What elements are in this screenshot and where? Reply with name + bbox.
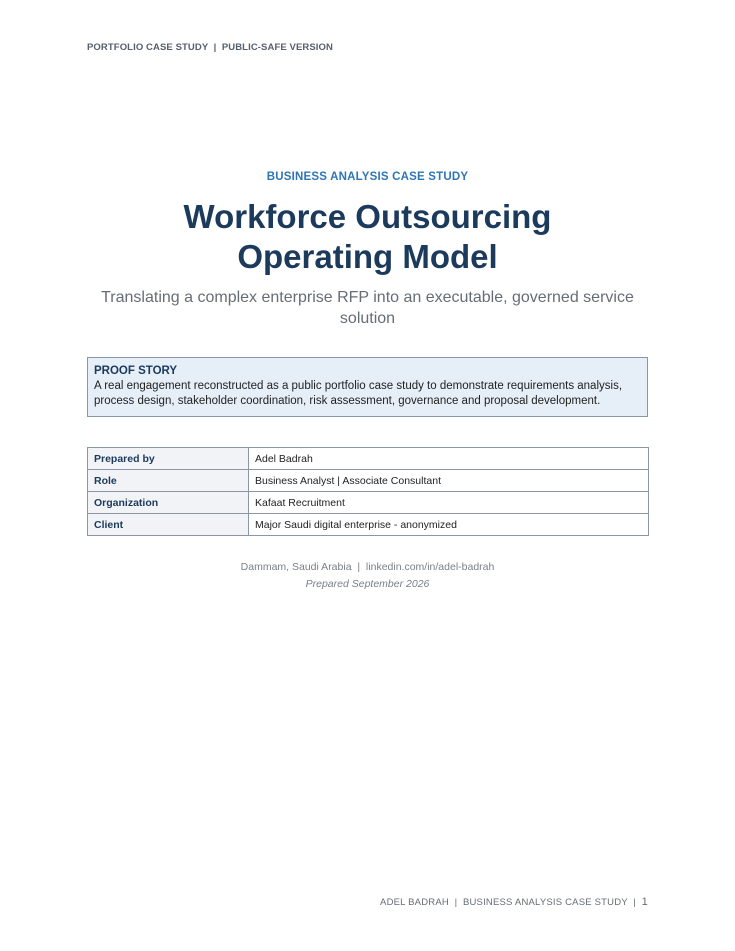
page-footer <box>380 896 648 908</box>
title-line-2: Operating Model <box>237 238 498 275</box>
detail-key: Prepared by <box>88 448 249 470</box>
contact-line: Dammam, Saudi Arabia | linkedin.com/in/adel-badrah <box>240 561 495 573</box>
document-subtitle: Translating a complex enterprise RFP into an executable, governed service solution <box>101 289 634 327</box>
page-number: 1 <box>641 896 648 908</box>
detail-key: Client <box>88 514 249 536</box>
document-kicker: BUSINESS ANALYSIS CASE STUDY <box>266 171 469 183</box>
table-row <box>88 514 649 536</box>
detail-value: Major Saudi digital enterprise - anonymized <box>249 514 649 536</box>
detail-value: Adel Badrah <box>249 448 649 470</box>
detail-key: Role <box>88 470 249 492</box>
table-row <box>88 470 649 492</box>
table-row <box>88 492 649 514</box>
proof-story-text: A real engagement reconstructed as a public portfolio case study to demonstrate requirements analysis, process design, stakeholder coordination, risk assessment, governance and proposal development. <box>94 380 623 407</box>
detail-key: Organization <box>88 492 249 514</box>
detail-value: Business Analyst | Associate Consultant <box>249 470 649 492</box>
detail-value: Kafaat Recruitment <box>249 492 649 514</box>
proof-story-callout <box>87 357 648 417</box>
document-details-table <box>87 447 649 536</box>
title-line-1: Workforce Outsourcing <box>183 198 552 235</box>
proof-story-label: PROOF STORY <box>94 365 178 377</box>
table-row <box>88 448 649 470</box>
prepared-date: Prepared September 2026 <box>305 578 430 590</box>
running-header: PORTFOLIO CASE STUDY | PUBLIC-SAFE VERSION <box>87 42 333 53</box>
document-title <box>0 197 735 277</box>
footer-text: ADEL BADRAH | BUSINESS ANALYSIS CASE STUDY | <box>380 897 642 908</box>
